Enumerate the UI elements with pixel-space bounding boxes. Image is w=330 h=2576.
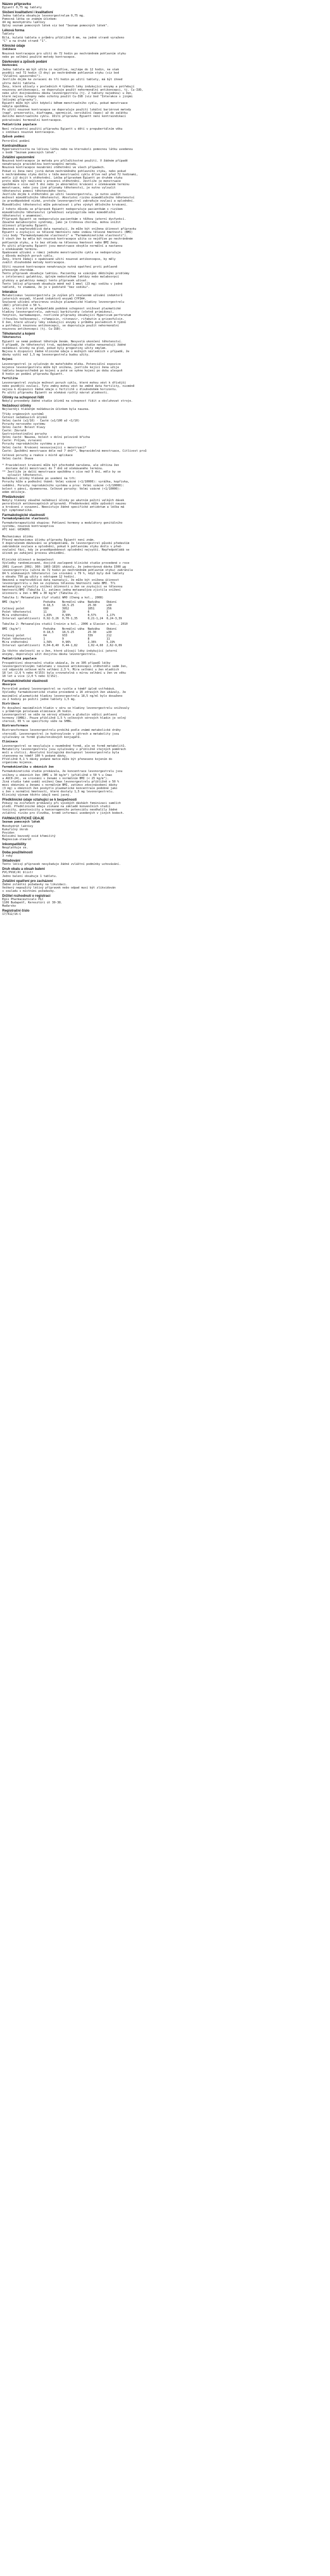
section-text: Farmakokinetická studie prokázala, že koncentrace levonorgestrelu jsou sníženy u obézních žen (BMI ≥ 30 kg/m²) (přibližně o 50 % u Cmax a AUC0-24), ve srovnání s ženami s normálním BMI (< 25 kg/m²). Jiná studie také uvádí snížení Cmax levonorgestrelu přibližně o 50 % mezi obézními a ženami s normálním BMI, zatímco zdvojnásobení dávky (3 mg) u obézních žen poskytlo plazmatické koncentrace podobné jako u žen s normální hmotností, které dostaly 1,5 mg levonorgestrelu. Klinický význam těchto údajů není jasný.: [2, 770, 123, 797]
table-2-grid: [2, 628, 125, 647]
section: [2, 859, 323, 866]
section: [2, 513, 323, 595]
section-text: Prospektivní observační studie ukázala, že ze 305 případů léčby levonorgestrelovými tabletami v nouzové antikoncepci otěhotnělo sedm žen, což odpovídá celkové míře selhání 2,3 %. Míra selhání u žen mladších 18 let (2,6 % nebo 4/153) byla srovnatelná s mírou selhání u žen ve věku 18 let a více (2,0 % nebo 3/152).: [2, 661, 128, 679]
section-text: Egiantt se nemá podávat těhotným ženám. Nevyvolá ukončení těhotenství. V případě, že těhotenství trvá, epidemiologické studie nenaznačují žádné nežádoucí účinky na plod, pokud byly progestiny užity omylem. Nejsou k dispozici žádné klinické údaje o možných následcích v případě, že dávky vyšší než 1,5 mg levonorgestrelu budou užity.: [2, 340, 130, 357]
section-subheading: Distribuce: [2, 702, 20, 706]
section: [2, 909, 323, 916]
table-cell: 1,17%: [106, 614, 116, 618]
section-text: Tento léčivý přípravek nevyžaduje žádné zvláštní podmínky uchovávání.: [2, 863, 121, 867]
section-text: Nouzová kontracepce je metoda pro příležitostné použití. V žádném případě nenahrazuje pravidelnou kontracepční metodu. Nouzová kontracepce nezabrání otěhotnění ve všech případech. Pokud si žena není jistá datem nechráněného pohlavního styku, nebo pokud k nechráněnému styku došlo v téže menstruační cyklu dříve než před 72 hodinami, mohlo již dojít k otěhotnění. Léčba přípravkem Egiantt po druhém styku proto může být neúčinná v prevenci otěhotnění. Jestliže je menstruace opožděna o více než 5 dní nebo je abnormální krvácení v očekávaném termínu menstruace, nebo jsou jiné příznaky těhotenství, je nutno vyloučit těhotenství pomocí těhotenského testu. Jestliže dojde k otěhotnění po užití levonorgestrelu, je nutno uvážit možnost mimoděložního těhotenství. Absolutní riziko mimoděložního těhotenství je pravděpodobně nízké, protože levonorgestrel zabraňuje ovulaci a oplodnění. Mimoděložní těhotenství může pokračovat i přes výskyt děložního krvácení.: [2, 159, 138, 207]
table-cell: 600: [43, 607, 49, 611]
section-text: Není relevantní použití přípravku Egiantt u dětí v prepubertálním věku v indikaci nouzové kontracepce.: [2, 127, 123, 134]
section-heading: Druh obalu a obsah balení: [2, 867, 45, 871]
section: [2, 879, 323, 893]
section: [2, 679, 323, 701]
section: [2, 724, 323, 739]
table-cell: 339: [87, 634, 93, 637]
section-subheading: Pediatrická populace: [2, 123, 37, 126]
section-subheading: Eliminace: [2, 740, 18, 743]
table-header-cell: Podváha 0-18,5: [43, 601, 56, 608]
section: [2, 798, 323, 815]
section-subheading: Farmakokinetika u obézních žen: [2, 765, 54, 769]
section-heading: Doba použitelnosti: [2, 851, 33, 855]
section: [2, 894, 323, 908]
section-subheading: Dávkování: [2, 64, 18, 68]
section: [2, 44, 323, 59]
section-text: Třídy orgánových systémů Četnost nežádoucích účinků Velmi časté (≥1/10) · Časté (≥1/100 až <1/10) Poruchy nervového systému Velmi časté: Bolest hlavy Časté: Závratě Gastrointestinální poruchy Velmi časté: Nauzea, bolest v dolní polovině břicha Časté: Průjem, zvracení Poruchy reprodukčního systému a prsu Velmi časté: Krvácení nesouvisející s menstruací* Časté: Zpoždění menstruace déle než 7 dnů**, Nepravidelná menstruace, Citlivost prsů: [2, 412, 147, 453]
section: [2, 817, 323, 842]
section: [2, 156, 323, 206]
section-text: Hypersenzitivita na léčivou látku nebo na kteroukoli pomocnou látku uvedenou v bodě "Seznam pomocných látek".: [2, 148, 133, 155]
section-text: Jedna tableta má být užita co nejdříve, nejlépe do 12 hodin, ne však později než 72 hodin (3 dny) po nechráněném pohlavním styku (viz bod "Zvláštní upozornění"). Jestliže dojde ke zvracení do tří hodin po užití tablety, má být ihned užita další tableta. Ženy, které užívaly v posledních 4 týdnech léky indukující enzymy a potřebují nouzovou antikoncepci, se doporučuje použít nehormonální antikoncepci, tj. Cu-IUD, nebo užít dvojnásobnou dávku levonorgestrelu (tj. 2 tablety najednou) u žen, které nejsou schopny nebo ochotny použít Cu-IUD (viz bod "Interakce s jinými léčivými přípravky"). Egiantt může být užit kdykoli během menstruačního cyklu, pokud menstruace nebyla opožděna. Po užití nouzové kontracepce se doporučuje použití lokální bariérové metody (např. prezervativ, diafragma, spermicid, cervikální čepec) až do začátku dalšího menstruačního cyklu. Užití přípravku Egiantt není kontraindikací pokračování hormonální kontracepce.: [2, 68, 144, 122]
section: [2, 60, 323, 122]
section: [2, 29, 323, 42]
section: [2, 396, 323, 403]
section-subheading: Fertilita: [2, 376, 18, 380]
section-text: Egis Pharmaceuticals PLC 1106 Budapešť, Keresztúri út 30-38. Maďarsko: [2, 897, 63, 908]
table-cell: 256: [106, 607, 112, 611]
table-header-cell: Obézní ≥30: [106, 601, 117, 608]
section: [2, 377, 323, 395]
section: [2, 10, 323, 27]
section: [2, 265, 323, 289]
table-cell: 0,21-1,24: [87, 617, 103, 621]
table-cell: 1,83%: [43, 614, 52, 618]
section-text: Perorálně podaný levonorgestrel se rychle a téměř úplně vstřebává. Výsledky farmakokinetické studie provedené u 16 zdravých žen ukázaly, že maximální plazmatické hladiny levonorgestrelu 18,5 ng/ml bylo dosaženo za 2 hodiny po požití jedné tablety 1,5 mg.: [2, 687, 126, 701]
section-heading: Těhotenství a kojení: [2, 331, 35, 336]
section: [2, 332, 323, 357]
table-cell: 8: [87, 637, 90, 641]
section: [2, 657, 323, 679]
section: [2, 404, 323, 411]
doc-title: Název přípravku: [2, 2, 31, 6]
table-cell: 1051: [87, 607, 95, 611]
table-cell: Počet těhotenství: [2, 637, 32, 641]
section: [2, 765, 323, 797]
section-heading: Zvláštní upozornění: [2, 156, 35, 160]
table-header-cell: Podváha 0-18,5: [43, 627, 56, 634]
table-cell: 0,24-3,39: [106, 617, 122, 621]
section-text: Celkové poruchy a reakce v místě aplikace Velmi časté: Únava * Pravidelnost krvácení může být přechodně narušena, ale většina žen dostane další menstruaci do 7 dnů od očekávaného termínu. ** Jestliže je další menstruace opožděna o více než 5 dní, mělo by se vyloučit těhotenství. Nežádoucí účinky hlášené po uvedení na trh: Poruchy kůže a podkožní tkáně: Velmi vzácné (<1/10000): vyrážka, kopřivka, svědění. Poruchy reprodukčního systému a prsu: Velmi vzácné (<1/10000): bolest v pánvi, dysmenorea. Celkové poruchy: Velmi vzácné (<1/10000): edém obličeje.: [2, 453, 130, 494]
table-header-cell: Obézní ≥30: [106, 627, 117, 634]
section-text: Metabolismus levonorgestrelu je zvýšen při současném užívání induktorů jaterních enzymů, hlavně induktorů enzymů CYP3A4. Současné užívání efavirenzu snižuje plazmatické hladiny levonorgestrelu (AUC) přibližně o 50 %. Léky, u kterých se předpokládá podobná schopnost snižovat plazmatické hladiny levonorgestrelu, zahrnují barbituráty (včetně primidonu), fenytoin, karbamazepin, rostlinné přípravky obsahující Hypericum perforatum (třezalku tečkovanou), rifampicin, ritonavir, rifabutin a griseofulvin. U žen, které užívaly léky indukující enzymy v průběhu posledních 4 týdnů a potřebují nouzovou antikoncepci, se doporučuje použít nehormonální nouzovou antikoncepci (tj. Cu-IUD).: [2, 293, 131, 331]
sections: [2, 10, 323, 595]
section-text: Z tohoto důvodu se přípravek Egiantt nedoporučuje pacientkám s rizikem mimoděložního těhotenství (předchozí salpingitida nebo mimoděložní těhotenství v anamnéze). Přípravek Egiantt se nedoporučuje pacientkám s těžkou jaterní dysfunkcí. Závažné malabsorpční syndromy, jako je Crohnova choroba, mohou snížit účinnost přípravku Egiantt. Omezená a nepřesvědčivá data naznačují, že může být snížena účinnost přípravku Egiantt u zvyšující se tělesné hmotnosti nebo indexu tělesné hmotnosti (BMI) (viz body "Farmakodynamické vlastnosti" a "Farmakokinetické vlastnosti"). U všech žen by měla být nouzová kontracepce užita co nejdříve po nechráněném pohlavním styku, a to bez ohledu na tělesnou hmotnost nebo BMI ženy. Po užití přípravku Egiantt jsou menstruace obvykle normální a nastanou v očekávaném termínu. Opakované užívání v rámci jednoho menstruačního cyklu se nedoporučuje z důvodu možných poruch cyklu. Ženy, které žádají o opakované užití nouzové antikoncepce, by měly zvážit dlouhodobé metody kontracepce.: [2, 207, 136, 265]
section-text: Tablety Bílá, kulatá tableta o průměru přibližně 6 mm, na jedné straně vyraženo "C" a na druhé straně "1".: [2, 32, 124, 43]
table-header-cell: Nadváha 25-30: [87, 601, 100, 608]
table-cell: 0,92-3,26: [43, 617, 59, 621]
table-2-caption: Tabulka 2: Metaanalýza studií Creinin a kol., 2006 a Glasier a kol., 2010: [2, 623, 128, 626]
section-subheading: Kojení: [2, 358, 13, 362]
section-heading: Léková forma: [2, 29, 25, 33]
section: [2, 454, 323, 494]
table-row: [2, 644, 125, 647]
section: [2, 358, 323, 375]
table-1-caption: Tabulka 1: Metaanalýza čtyř studií WHO (Cheng a kol., 2008): [2, 596, 104, 600]
section: [2, 208, 323, 265]
section-text: PVC/PVdC/Al blistr Jedno balení obsahuje 1 tabletu.: [2, 871, 57, 878]
table-cell: Míra otěhotnění: [2, 614, 28, 618]
table-header-cell: BMI (kg/m²): [2, 627, 21, 631]
section-subheading: Absorpce: [2, 683, 16, 687]
section: [2, 867, 323, 878]
section-text: 3 roky: [2, 854, 13, 858]
table-header-row: [2, 628, 125, 634]
table-cell: 1,56%: [43, 640, 52, 644]
product-name: Egiantt 0,75 mg tablety: [2, 6, 42, 9]
section: [2, 740, 323, 765]
section-subheading: Pediatrická populace: [2, 657, 37, 660]
table-cell: 2,62-9,09: [106, 643, 122, 647]
table-cell: 0,99%: [62, 614, 71, 618]
section-text: Levonorgestrel je vylučován do mateřského mléka. Potenciální expozice kojence levonorgestrelu může být snížena, jestliže kojící žena užije tabletu bezprostředně po kojení a poté se vyhne kojení po dobu alespoň 8 hodin po podání přípravku Egiantt.: [2, 362, 123, 376]
table-cell: 0,44-1,82: [62, 643, 78, 647]
section-heading: Inkompatibility: [2, 842, 26, 847]
table-cell: 1,02-4,60: [87, 643, 103, 647]
section-heading: Interakce: [2, 290, 18, 294]
table-cell: Míra otěhotnění: [2, 640, 28, 644]
table-cell: 1: [43, 637, 45, 641]
section: [2, 135, 323, 143]
table-header-cell: Normální váha 18,5-25: [62, 627, 85, 634]
table-cell: Interval spolehlivosti: [2, 617, 40, 621]
section-heading: Zvláštní opatření pro zacházení: [2, 879, 53, 883]
table-cell: 2,36%: [87, 640, 97, 644]
section-text: 17/412/16-C: [2, 913, 21, 917]
section-text: Nejčastěji hlášeným nežádoucím účinkem byla nauzea.: [2, 408, 90, 412]
section-heading: Účinky na schopnost řídit: [2, 396, 44, 400]
table-cell: Celkový počet: [2, 634, 25, 637]
section: [2, 413, 323, 453]
section-heading: Skladování: [2, 859, 20, 863]
section-text: Žádné zvláštní požadavky na likvidaci. Veškerý nepoužitý léčivý přípravek nebo odpad musí být zlikvidován v souladu s místními požadavky.: [2, 882, 116, 893]
section-text: Pokusy na zvířatech prokázaly při vysokých dávkách feminizaci samčích plodů. Předklinické údaje získané na základě konvenčních studií toxicity, genotoxicity a kancerogenního potenciálu neodhalily žádné zvláštní riziko pro člověka, kromě informací uvedených v jiných bodech.: [2, 802, 124, 815]
table-cell: 3: [106, 610, 108, 614]
table-2: [2, 623, 323, 647]
section: [2, 123, 323, 134]
table-cell: 5,19%: [106, 640, 116, 644]
section-heading: Registrační číslo: [2, 909, 30, 913]
section-heading: Dávkování a způsob podání: [2, 60, 47, 64]
section-subheading: Těhotenství: [2, 335, 21, 339]
section-text: Užití nouzové kontracepce nenahrazuje nutná opatření proti pohlavně přenosným chorobám. Tento přípravek obsahuje laktózu. Pacientky se vzácnými dědičnými problémy s intolerancí galaktózy, úplným nedostatkem laktázy nebo malabsorpcí glukózy a galaktózy nemají tento přípravek užívat. Tento léčivý přípravek obsahuje méně než 1 mmol (23 mg) sodíku v jedné tabletě, to znamená, že je v podstatě "bez sodíku".: [2, 265, 130, 289]
table-header-cell: Normální váha 18,5-25: [62, 601, 85, 608]
section-text: Nebyly provedeny žádné studie účinků na schopnost řídit a obsluhovat stroje.: [2, 399, 133, 403]
section: [2, 649, 323, 656]
section-heading: Složení kvalitativní i kvalitativní: [2, 10, 53, 15]
section-text: Za těchto okolností se u žen, které užívají léky indukující jaterní enzymy, doporučuje užít dvojitou dávku levonorgestrelu.: [2, 649, 118, 656]
section-text: Biotransformace levonorgestrelu probíhá podle známé metabolické dráhy steroidů. Levonorgestrel je hydroxylován v játrech a metabolity jsou vylučovány ve formě glukuronidových konjugátů.: [2, 729, 121, 739]
sections-after-tables: [2, 649, 323, 917]
section: [2, 495, 323, 512]
section-heading: Klinické údaje: [2, 43, 25, 48]
section-heading: Předávkování: [2, 495, 25, 499]
section-heading: Farmakologické vlastnosti: [2, 513, 45, 518]
section-subheading: Indikace: [2, 47, 16, 51]
table-cell: 9: [62, 637, 64, 641]
section-heading: Farmakokinetické vlastnosti: [2, 679, 48, 684]
section-heading: FARMACEUTICKÉ ÚDAJE: [2, 816, 45, 820]
section-heading: Držitel rozhodnutí o registraci: [2, 893, 51, 898]
section-subheading: Způsob podání: [2, 135, 25, 138]
section-heading: Nežádoucí účinky: [2, 404, 31, 408]
section: [2, 842, 323, 850]
table-cell: Interval spolehlivosti: [2, 643, 40, 647]
table-cell: 39: [62, 610, 66, 614]
table-cell: 6: [87, 610, 90, 614]
section-heading: Kontraindikace: [2, 144, 27, 148]
section-text: Levonorgestrel se nevylučuje v nezměněné formě, ale ve formě metabolitů. Metabolity levonorgestrelu jsou vylučovány v přibližně stejných poměrech močí a stolicí. Absolutní biologická dostupnost levonorgestrelu byla stanovena na téměř 100 % podané dávky. Přibližně 0,1 % dávky podané matce může být přeneseno kojením do organismu kojence.: [2, 744, 126, 765]
table-1-grid: [2, 601, 125, 620]
section: [2, 290, 323, 331]
table-cell: 212: [106, 634, 112, 637]
table-cell: Celkový počet: [2, 607, 25, 611]
section-text: Perorální podání: [2, 140, 30, 143]
table-cell: 11: [106, 637, 110, 641]
section-text: Neuplatňuje se.: [2, 846, 28, 850]
table-cell: Počet těhotenství: [2, 610, 32, 614]
section-subheading: Biotransformace: [2, 724, 28, 728]
section-subheading: Seznam pomocných látek: [2, 820, 40, 824]
table-row: [2, 637, 125, 641]
table-row: [2, 617, 125, 620]
table-cell: 64: [43, 634, 47, 637]
table-row: [2, 641, 125, 644]
table-cell: 0,57%: [87, 614, 97, 618]
section-text: Nouzová kontracepce pro užití do 72 hodin po nechráněném pohlavním styku nebo po selhání použité metody kontracepce.: [2, 52, 126, 59]
table-header-row: [2, 601, 125, 607]
section-subheading: Farmakodynamické vlastnosti: [2, 517, 49, 521]
table-cell: 11: [43, 610, 47, 614]
section-text: Levonorgestrel zvyšuje možnost poruch cyklu, které mohou vést k dřívější nebo pozdější ovulaci. Tyto změny mohou vést ke změně data fertility, nicméně nejsou k dispozici žádné údaje o fertilitě v dlouhodobém horizontu. Po užití přípravku Egiantt se očekává rychlý návrat plodnosti.: [2, 381, 135, 395]
section-text: Nebyly hlášeny závažné nežádoucí účinky po akutním požití velkých dávek perorálních antikoncepčních přípravků. Předávkování může způsobit nauzeu a krvácení z vysazení. Neexistuje žádné specifické antidotum a léčba má být symptomatická.: [2, 498, 126, 513]
table-cell: 933: [62, 634, 68, 637]
table-1: [2, 596, 323, 620]
section-text: Monohydrát laktózy Kukuřičný škrob Povidon Koloidní bezvodý oxid křemičitý Magnesium-stearát: [2, 824, 56, 842]
section: [2, 144, 323, 154]
section-text: Jedna tableta obsahuje levonorgestrelum 0,75 mg. Pomocná látka se známým účinkem: 44 mg monohydrátu laktózy Úplný seznam pomocných látek viz bod "Seznam pomocných látek".: [2, 14, 109, 28]
section-heading: Předklinické údaje vztahující se k bezpečnosti: [2, 798, 77, 802]
section: [2, 851, 323, 858]
section: [2, 702, 323, 724]
section-text: Farmakoterapeutická skupina: Pohlavní hormony a modulátory genitálního systému, nouzová kontraceptiva ATC kód: G03AD01 Mechanismus účinku Přesný mechanismus účinku přípravku Egiantt není znám. V doporučeném dávkování se předpokládá, že levonorgestrel působí především zabráněním ovulace a oplodnění, pokud k pohlavnímu styku došlo v před- ovulační fázi, kdy je pravděpodobnost oplodnění nejvyšší. Nepředpokládá se účinek po zahájení procesu uhnízdění. Klinická účinnost a bezpečnost Výsledky randomizované, dvojitě zaslepené klinické studie provedené v roce 2001 (Lancet 2002; 360: 1803-1810) ukázaly, že jednorázová dávka 1500 µg levonorgestrelu (užitá do 72 hodin po nechráněném pohlavním styku) zabránila 84 % očekávaných těhotenství (ve srovnání s 79 %, když byly dvě tablety o obsahu 750 µg užity s odstupem 12 hodin). Omezená a nepřesvědčivá data naznačují, že může být snížena účinnost levonorgestrelu u žen se zvýšenou tělesnou hmotností nebo BMI. Tři metaanalýzy vyloučily snížení účinnosti u žen se zvyšující se tělesnou hmotností/BMI (Tabulka 1), zatímco jedna metaanalýza zjistila snížení účinnosti u žen s BMI ≥ 30 kg/m² (Tabulka 2).: [2, 521, 133, 596]
table-cell: 3952: [62, 607, 69, 611]
table-cell: 0,04-8,40: [43, 643, 59, 647]
table-row: [2, 634, 125, 637]
document: [0, 0, 326, 918]
table-header-cell: BMI (kg/m²): [2, 601, 21, 604]
table-cell: 0,96%: [62, 640, 71, 644]
table-header-cell: Nadváha 25-30: [87, 627, 100, 634]
table-cell: 0,70-1,35: [62, 617, 78, 621]
section-text: Po dosažení maximálních hladin v séru se hladiny levonorgestrelu snižovaly s průměrným poločasem eliminace 26 hodin. Levonorgestrel se váže na sérový albumin a globulin vážící pohlavní hormony (SHBG). Pouze přibližně 1,5 % celkových sérových hladin je volný steroid, 65 % se specificky váže na SHBG.: [2, 706, 130, 724]
